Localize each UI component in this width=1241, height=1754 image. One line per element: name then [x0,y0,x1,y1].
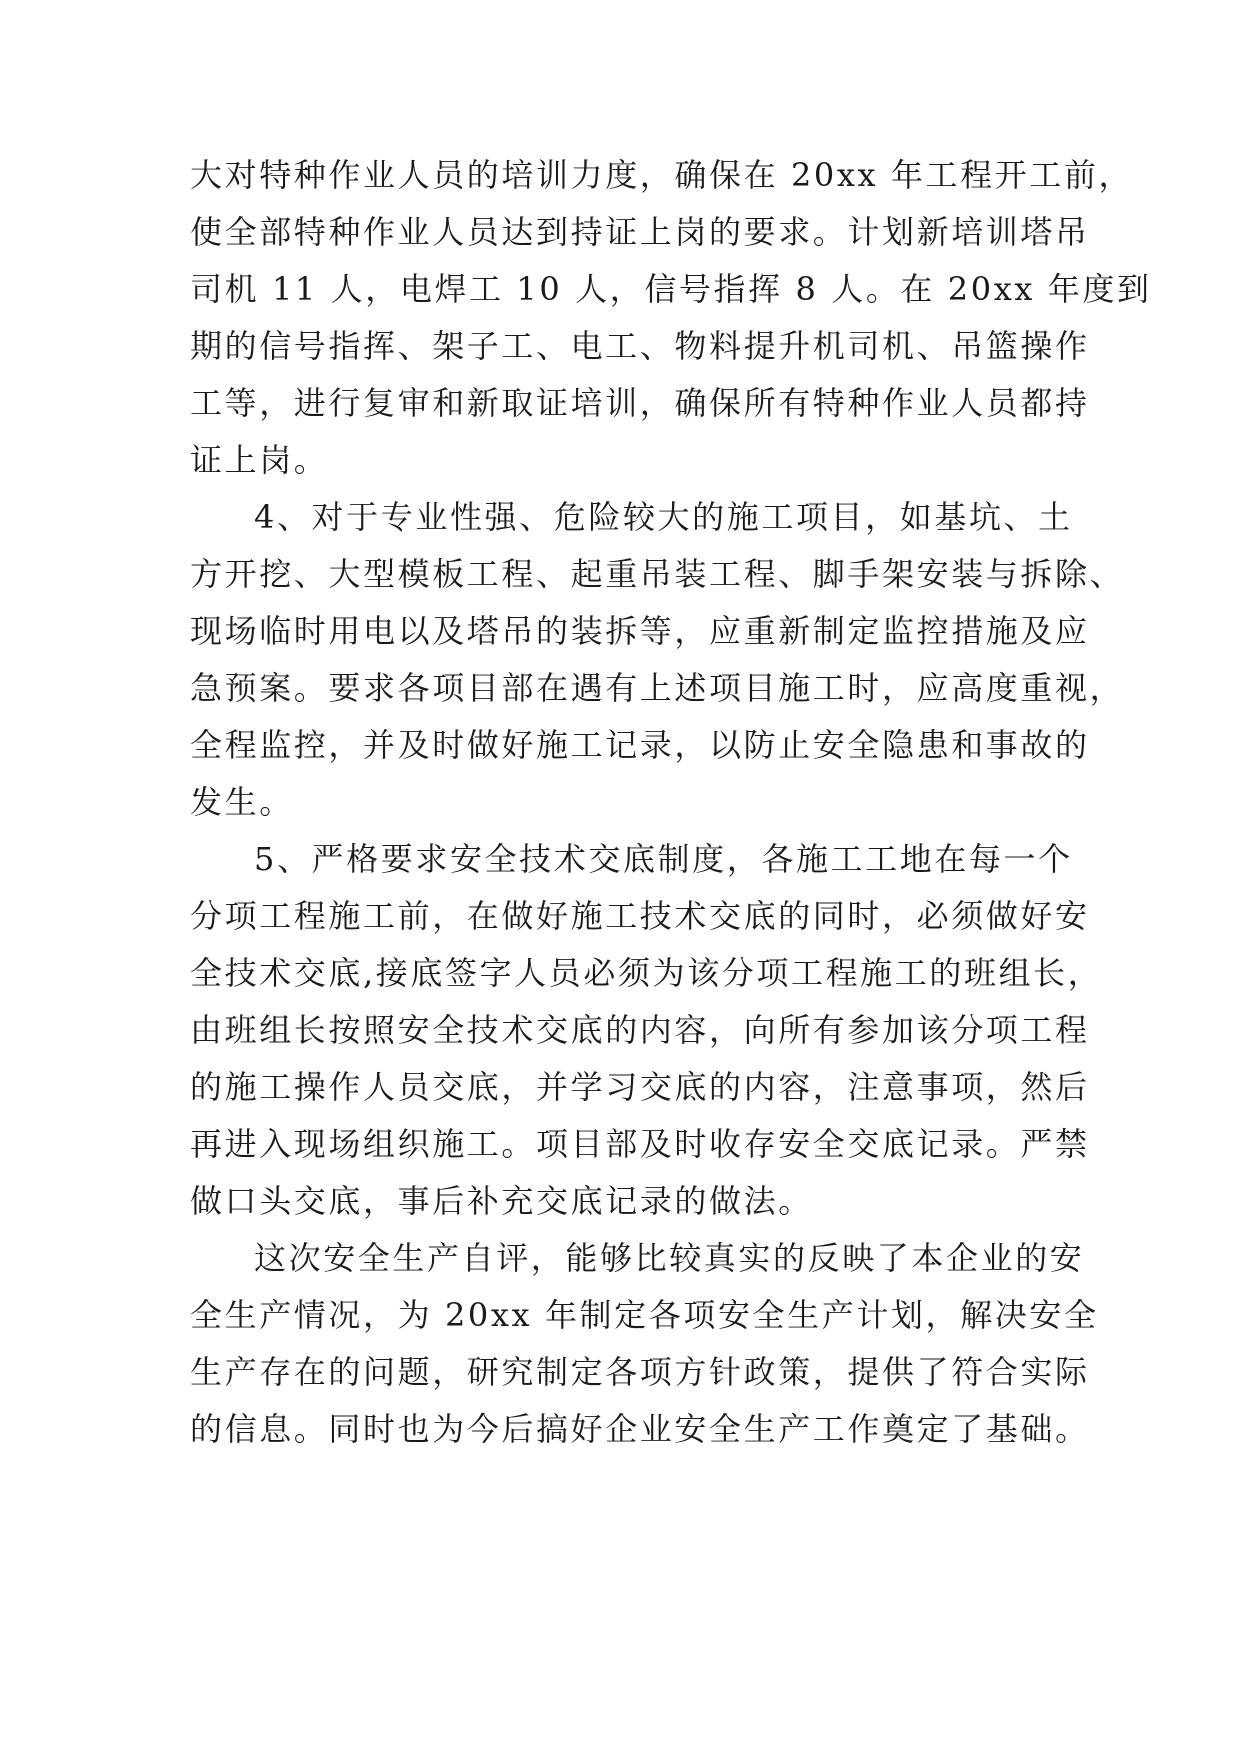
text-line: 大对特种作业人员的培训力度，确保在 20xx 年工程开工前， [190,156,1134,194]
conclusion-first-line: 这次安全生产自评，能够比较真实的反映了本企业的安 [254,1239,1085,1277]
text-line: 发生。 [190,783,294,821]
text-line: 的施工操作人员交底，并学习交底的内容，注意事项，然后 [190,1068,1090,1106]
paragraph-5-first-line: 5、严格要求安全技术交底制度，各施工工地在每一个 [254,840,1073,878]
text-line: 现场临时用电以及塔吊的装拆等，应重新制定监控措施及应 [190,612,1090,650]
text-line: 分项工程施工前，在做好施工技术交底的同时，必须做好安 [190,897,1090,935]
text-line: 使全部特种作业人员达到持证上岗的要求。计划新培训塔吊 [190,213,1090,251]
text-line: 全生产情况，为 20xx 年制定各项安全生产计划，解决安全 [190,1296,1099,1334]
text-line: 全程监控，并及时做好施工记录，以防止安全隐患和事故的 [190,726,1090,764]
text-line: 工等，进行复审和新取证培训，确保所有特种作业人员都持 [190,384,1090,422]
text-line: 做口头交底，事后补充交底记录的做法。 [190,1182,813,1220]
text-line: 证上岗。 [190,441,329,479]
text-line: 由班组长按照安全技术交底的内容，向所有参加该分项工程 [190,1011,1090,1049]
text-line: 急预案。要求各项目部在遇有上述项目施工时，应高度重视， [190,669,1125,707]
text-line: 期的信号指挥、架子工、电工、物料提升机司机、吊篮操作 [190,327,1090,365]
text-line: 司机 11 人，电焊工 10 人，信号指挥 8 人。在 20xx 年度到 [190,270,1152,308]
text-line: 全技术交底,接底签字人员必须为该分项工程施工的班组长， [190,954,1103,992]
paragraph-4-first-line: 4、对于专业性强、危险较大的施工项目，如基坑、土 [254,498,1073,536]
text-line: 的信息。同时也为今后搞好企业安全生产工作奠定了基础。 [190,1410,1090,1448]
text-line: 生产存在的问题，研究制定各项方针政策，提供了符合实际 [190,1353,1090,1391]
text-line: 再进入现场组织施工。项目部及时收存安全交底记录。严禁 [190,1125,1090,1163]
text-line: 方开挖、大型模板工程、起重吊装工程、脚手架安装与拆除、 [190,555,1125,593]
